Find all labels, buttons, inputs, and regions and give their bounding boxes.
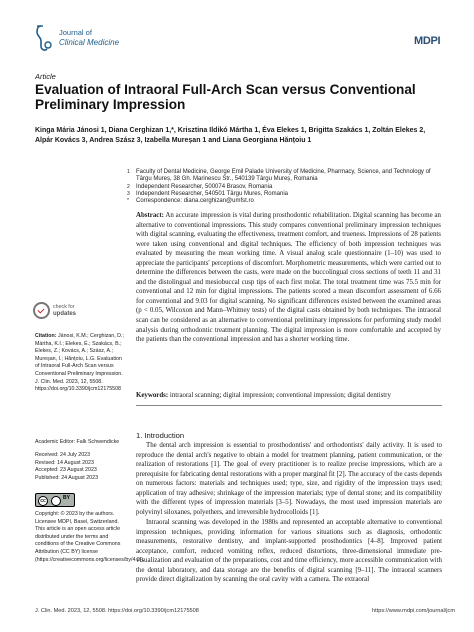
attribution-icon xyxy=(51,496,61,506)
abstract xyxy=(136,211,441,345)
license xyxy=(35,511,145,564)
correspondence-text: Correspondence: diana.cerghizan@umfst.ro xyxy=(136,198,254,204)
keywords-text: intraoral scanning; digital impression; conventional impression; digital dentistry xyxy=(169,392,391,399)
academic-editor-name: Falk Schwendicke xyxy=(76,439,120,445)
affiliation-text: Independent Researcher, 500074 Brasov, Romania xyxy=(136,184,273,190)
affiliation-number: * xyxy=(127,198,129,204)
published-date: Published: 24 August 2023 xyxy=(35,474,99,481)
keywords xyxy=(136,391,441,400)
abstract-text: An accurate impression is vital during prosthodontic rehabilitation. Digital scanning has become an alternative to conventional impressions. This study compares conventional preliminary impression techniques with digital scanning, evaluating the effectiveness, treatment comfort, and trueness. Impressions of 28 patients were taken using conventional and digital techniques. The efficiency of both impression techniques was evaluated by measuring the mean working time. A visual analog scale questionnaire (1–10) was used to appreciate the participants' perceptions of discomfort. Morphometric measurements, which were carried out to determine the differences between the casts, were made on the buccolingual cross sections of teeth 11 and 31 and the distolingual and mesiobuccal cusp tips of each first molar. The total treatment time was 75.5 min for conventional and 12 min for digital impressions. The patients scored a mean discomfort assessment of 6.66 for conventional and 9.03 for digital scanning. No significant differences existed between the examined areas (p < 0.05, Wilcoxon and Mann–Whitney tests) of the digital casts obtained by both techniques. The intraoral scan can be considered as an alternative to conventional preliminary impressions for performing study model analysis during orthodontic treatment planning. The digital impression is more comfortable and accepted by the patients than the conventional impression and has a shorter working time. xyxy=(136,212,442,344)
footer-link[interactable]: https://www.mdpi.com/journal/jcm xyxy=(372,608,455,614)
paragraph-1: The dental arch impression is essential to prosthodontists' and orthodontists' daily activity. It is used to reproduce the dental arch's negative to obtain a model for treatment planning, patient communication, or the realization of restorations [1]. The goal of every practitioner is to realize precise impressions, which are a prerequisite for fabricating dental restorations with a proper marginal fit [2]. The accuracy of the casts depends on numerous factors: materials and techniques used; type, size, and rigidity of the impression trays used; application of tray adhesive; shrinkage of the impression materials; type of dental stone; and its compatibility with the different types of impression materials [3–5]. Nowadays, the most used impression materials are polyvinyl siloxanes, polyethers, and irreversible hydrocolloids [1]. xyxy=(136,442,442,516)
citation xyxy=(35,333,127,394)
journal-logo-icon xyxy=(35,24,53,54)
abstract-label: Abstract: xyxy=(136,212,164,219)
affiliation-text: Independent Researcher, 540501 Târgu Mures, Romania xyxy=(136,191,288,197)
affiliation-number: 2 xyxy=(127,184,130,190)
revised-date: Revised: 14 August 2023 xyxy=(35,459,94,466)
academic-editor xyxy=(35,439,127,447)
keywords-label: Keywords: xyxy=(136,392,169,399)
journal-name: Clinical Medicine xyxy=(59,38,120,47)
correspondence xyxy=(127,198,436,205)
journal-of-label: Journal of xyxy=(59,28,92,37)
cc-license-badge[interactable] xyxy=(35,493,75,507)
received-date: Received: 24 July 2023 xyxy=(35,452,91,458)
paragraph-2: Intraoral scanning was developed in the 1980s and represented an acceptable alternative to conventional impression techniques, providing information for various situations such as diagnosis, orthodontic measurements, restorative dentistry, and implant-supported prosthodontics [4–8]. Improved patient acceptance, comfort, reduced vomiting reflex, reduced distortions, three-dimensional immediate pre-visualization and evaluation of the preparations, cost and time efficiency, more accessible communication with the dental laboratory, and data storage are the benefits of digital scanning [9–11]. The intraoral scanners provide direct digitalization by scanning the oral cavity with a camera. The extraoral xyxy=(136,519,442,584)
article-type: Article xyxy=(35,72,56,81)
affiliation-number: 3 xyxy=(127,191,130,197)
affiliation-1 xyxy=(127,169,436,184)
check-updates-line2: updates xyxy=(53,311,77,317)
check-updates-line1: check for xyxy=(53,304,75,310)
section-heading: 1. Introduction xyxy=(136,431,185,440)
cc-by-label: BY xyxy=(63,495,70,501)
academic-editor-label: Academic Editor: xyxy=(35,439,76,445)
check-for-updates-button[interactable] xyxy=(33,302,95,324)
accepted-date: Accepted: 23 August 2023 xyxy=(35,467,97,474)
divider xyxy=(136,405,442,406)
check-updates-icon xyxy=(33,302,50,319)
citation-label: Citation: xyxy=(35,333,57,339)
affiliation-text: Faculty of Dental Medicine, George Emil Palade University of Medicine, Pharmacy, Science, and Technology of Târgu Mureș, 38 Gh. Marinescu Str., 540139 Târgu Mureș, Romania xyxy=(136,169,431,183)
license-text: Copyright: © 2023 by the authors. Licensee MDPI, Basel, Switzerland. This article is an open access article distributed under the terms and conditions of the Creative Commons Attribution (CC BY) license (https://creativecommons.org/licenses/by/4.0/). xyxy=(35,511,145,563)
publisher-name: MDPI xyxy=(414,35,441,47)
article-dates xyxy=(35,452,127,482)
publisher-logo[interactable] xyxy=(411,34,443,50)
citation-text: Jánosi, K.M.; Cerghizan, D.; Mártha, K.I.; Elekes, É.; Szakács, B.; Elekes, Z.; Kovács, A.; Szász, A.; Mureșan, I.; Hănțoiu, L.G. Evaluation of Intraoral Full-Arch Scan versus Conventional Preliminary Impression. J. Clin. Med. 2023, 12, 5508. https://doi.org/10.3390/jcm12175508 xyxy=(35,333,124,393)
footer-citation: J. Clin. Med. 2023, 12, 5508. https://doi.org/10.3390/jcm12175508 xyxy=(35,608,199,614)
cc-icon: cc xyxy=(38,496,48,506)
affiliation-number: 1 xyxy=(127,169,130,175)
author-list: Kinga Mária Jánosi 1, Diana Cerghizan 1,*, Krisztina Ildikó Mártha 1, Éva Elekes 1, Brigitta Szakács 1, Zoltán Elekes 2, Alpár Kovács 3, Andrea Szász 3, Izabella Mureșan 1 and Liana Georgiana Hănțoiu 1 xyxy=(35,127,426,144)
article-title: Evaluation of Intraoral Full-Arch Scan versus Conventional Preliminary Impression xyxy=(35,82,416,112)
